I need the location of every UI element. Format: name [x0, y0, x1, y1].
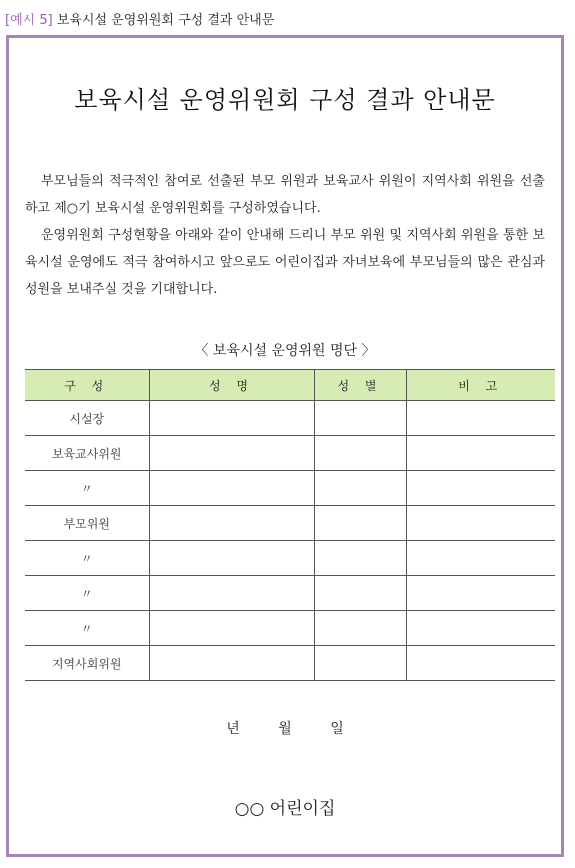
date-line: 년 월 일 — [226, 721, 344, 737]
table-title: 〈 보육시설 운영위원 명단 〉 — [194, 343, 376, 359]
row-note-cell — [406, 471, 555, 506]
example-caption-text: 보육시설 운영위원회 구성 결과 안내문 — [56, 13, 275, 28]
row-name-cell — [149, 611, 314, 646]
row-role: 시설장 — [25, 401, 149, 436]
row-gender-cell — [314, 471, 406, 506]
row-gender-cell — [314, 506, 406, 541]
row-role: 보육교사위원 — [25, 436, 149, 471]
row-name-cell — [149, 646, 314, 681]
row-note-cell — [406, 436, 555, 471]
row-role: 〃 — [25, 541, 149, 576]
row-role: 〃 — [25, 611, 149, 646]
table-row — [25, 576, 555, 611]
row-note-cell — [406, 611, 555, 646]
row-name-cell — [149, 401, 314, 436]
row-gender-cell — [314, 541, 406, 576]
row-note-cell — [406, 506, 555, 541]
row-role: 지역사회위원 — [25, 646, 149, 681]
row-gender-cell — [314, 611, 406, 646]
paragraph-1: 부모님들의 적극적인 참여로 선출된 부모 위원과 보육교사 위원이 지역사회 위원을 선출하고 제○기 보육시설 운영위원회를 구성하였습니다. — [25, 174, 545, 216]
row-note-cell — [406, 646, 555, 681]
example-caption — [5, 9, 274, 28]
row-name-cell — [149, 541, 314, 576]
table-row — [25, 611, 555, 646]
row-note-cell — [406, 401, 555, 436]
row-name-cell — [149, 506, 314, 541]
table-row — [25, 471, 555, 506]
row-name-cell — [149, 576, 314, 611]
header-composition: 구 성 — [25, 370, 149, 401]
table-row — [25, 506, 555, 541]
organization-name: ○○ 어린이집 — [234, 799, 336, 819]
row-note-cell — [406, 541, 555, 576]
header-note: 비 고 — [406, 370, 555, 401]
row-name-cell — [149, 436, 314, 471]
header-gender: 성 별 — [314, 370, 406, 401]
row-role: 〃 — [25, 576, 149, 611]
notice-frame — [6, 35, 564, 857]
row-role: 〃 — [25, 471, 149, 506]
row-note-cell — [406, 576, 555, 611]
table-row — [25, 541, 555, 576]
table-row — [25, 401, 555, 436]
row-name-cell — [149, 471, 314, 506]
table-row — [25, 646, 555, 681]
table-row — [25, 436, 555, 471]
paragraph-2: 운영위원회 구성현황을 아래와 같이 안내해 드리니 부모 위원 및 지역사회 위원을 통한 보육시설 운영에도 적극 참여하시고 앞으로도 어린이집과 자녀보육에 부모님들의 많은 관심과 성원을 보내주실 것을 기대합니다. — [25, 228, 545, 297]
notice-title: 보육시설 운영위원회 구성 결과 안내문 — [74, 86, 496, 114]
row-gender-cell — [314, 646, 406, 681]
header-name: 성 명 — [149, 370, 314, 401]
committee-table — [25, 369, 555, 681]
row-gender-cell — [314, 401, 406, 436]
row-gender-cell — [314, 436, 406, 471]
row-role: 부모위원 — [25, 506, 149, 541]
row-gender-cell — [314, 576, 406, 611]
example-tag: [예시 5] — [5, 13, 53, 28]
notice-body — [25, 168, 545, 303]
table-header-row — [25, 370, 555, 401]
